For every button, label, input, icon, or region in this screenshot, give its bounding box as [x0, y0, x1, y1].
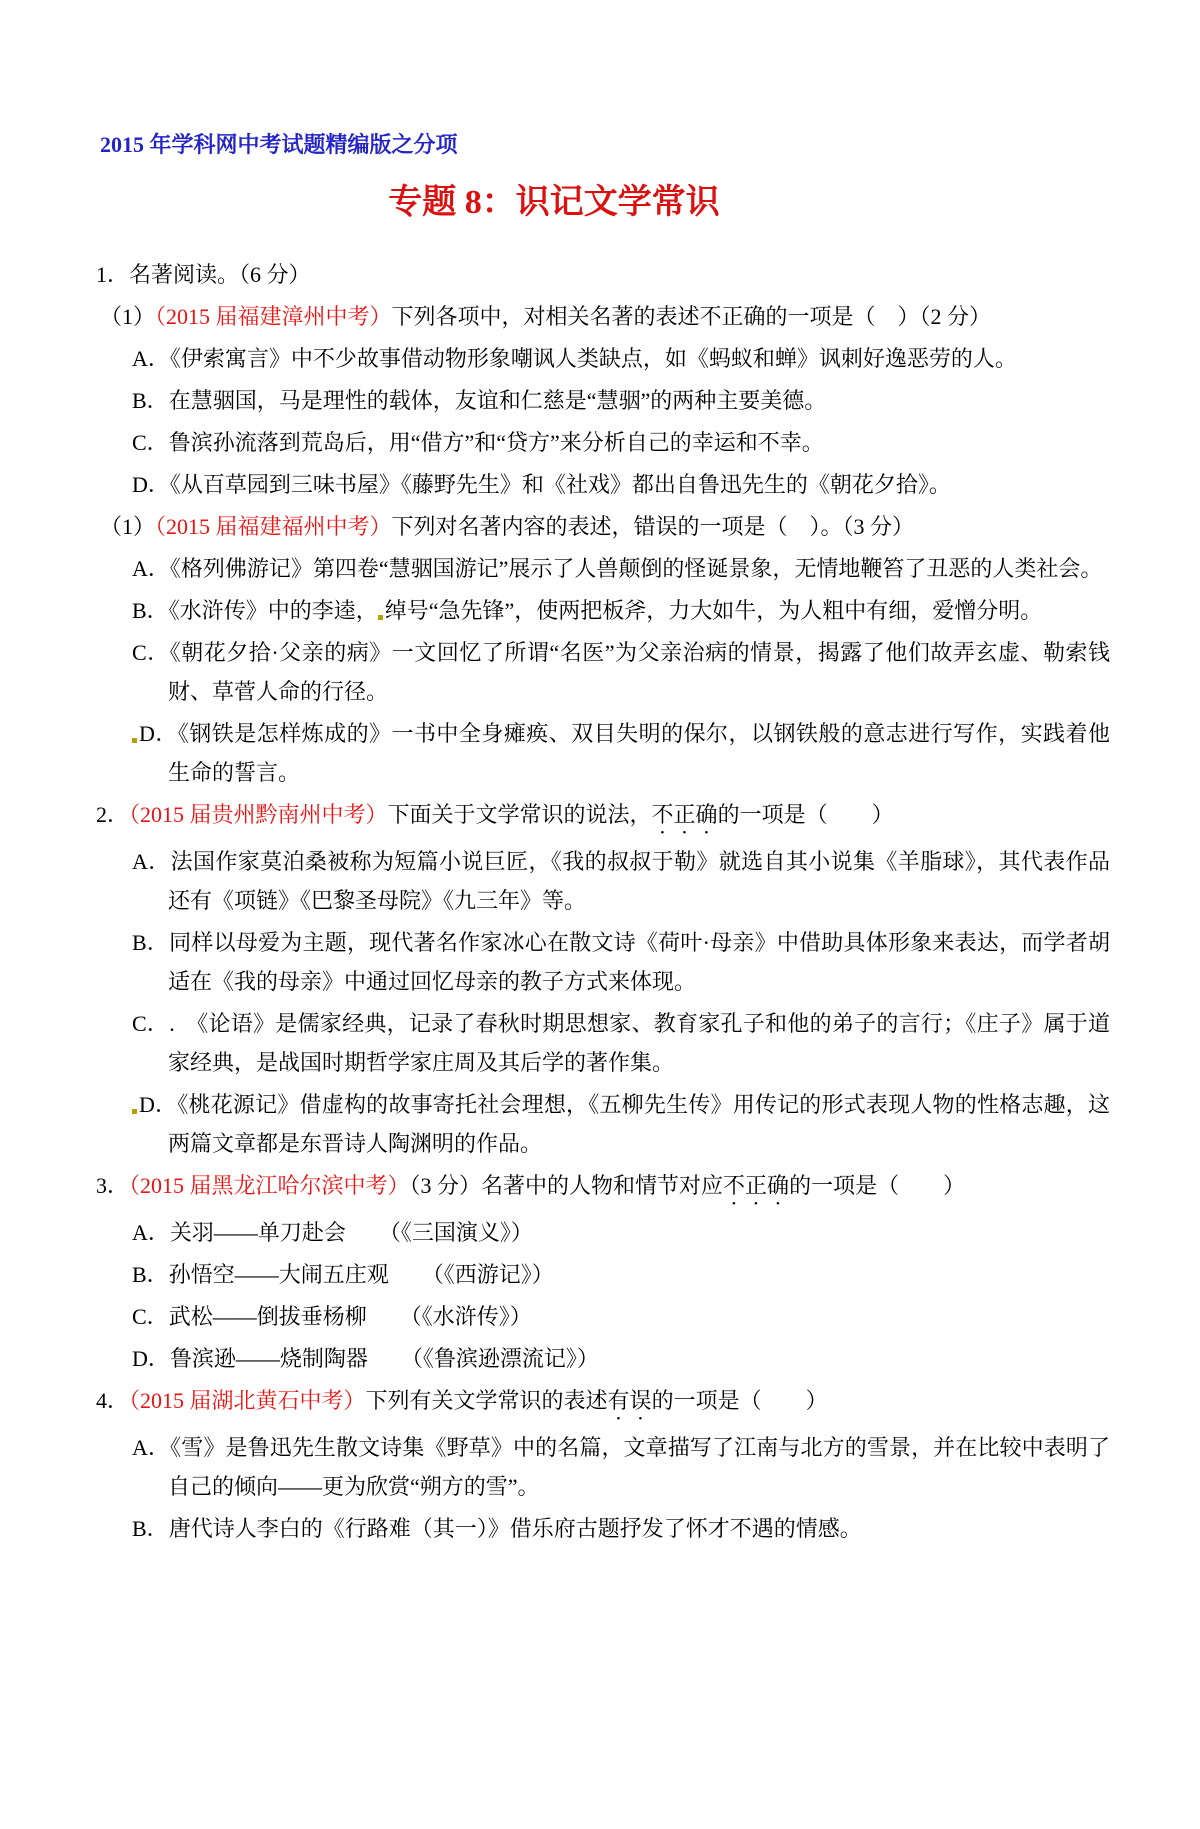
option-label: B． — [132, 1262, 169, 1287]
emphasized-text: 有误 — [607, 1388, 652, 1413]
q3-stem — [96, 1166, 1110, 1210]
stem-text: 的一项是（ ） — [789, 1173, 966, 1198]
option-text: 关羽——单刀赴会 （《三国演义》） — [169, 1220, 533, 1245]
option-label: C． — [132, 1304, 169, 1329]
emphasized-text: 不正确 — [651, 802, 718, 827]
document-page — [0, 131, 1200, 1548]
option-text: 《从百草园到三味书屋》《藤野先生》和《社戏》都出自鲁迅先生的《朝花夕拾》。 — [169, 472, 951, 497]
option-text: 鲁滨孙流落到荒岛后，用“借方”和“贷方”来分析自己的幸运和不幸。 — [168, 430, 824, 455]
annotation-dot — [378, 615, 383, 620]
option-text: 唐代诗人李白的《行路难（其一）》借乐府古题抒发了怀才不遇的情感。 — [168, 1516, 862, 1541]
option-label: B． — [132, 1516, 169, 1541]
question-number: 4． — [96, 1388, 130, 1413]
option-label: D． — [132, 472, 170, 497]
question-number: 3． — [96, 1173, 130, 1198]
q2-option-a — [132, 842, 1110, 920]
q1-stem — [96, 255, 1110, 294]
q4-stem — [96, 1381, 1110, 1425]
option-label: D． — [132, 1346, 170, 1371]
option-label: A． — [132, 849, 171, 874]
exam-source: （2015 届福建福州中考） — [155, 514, 392, 539]
option-label: C． — [132, 430, 169, 455]
q3-option-d — [132, 1339, 1110, 1378]
option-text: 孙悟空——大闹五庄观 （《西游记》） — [168, 1262, 554, 1287]
exam-source: （2015 届福建漳州中考） — [155, 304, 392, 329]
stem-text: 下面关于文学常识的说法， — [387, 802, 652, 827]
option-label: B． — [132, 598, 169, 623]
option-label: B． — [132, 930, 170, 955]
q1-sub1-option-a — [132, 339, 1110, 378]
option-text: . 《论语》是儒家经典，记录了春秋时期思想家、教育家孔子和他的弟子的言行；《庄子》属于道家经典，是战国时期哲学家庄周及其后学的著作集。 — [168, 1011, 1110, 1075]
option-text: 法国作家莫泊桑被称为短篇小说巨匠，《我的叔叔于勒》就选自其小说集《羊脂球》，其代表作品还有《项链》《巴黎圣母院》《九三年》等。 — [168, 849, 1110, 913]
option-text: 在慧骃国，马是理性的载体，友谊和仁慈是“慧骃”的两种主要美德。 — [168, 388, 827, 413]
page-title: 专题 8：识记文学常识 — [388, 184, 720, 221]
option-label: C． — [132, 640, 170, 665]
option-label: D． — [139, 721, 178, 746]
option-text: 《桃花源记》借虚构的故事寄托社会理想，《五柳先生传》用传记的形式表现人物的性格志趣，这两篇文章都是东晋诗人陶渊明的作品。 — [168, 1092, 1110, 1156]
q4-option-a — [132, 1428, 1110, 1506]
stem-text: 的一项是（ ） — [717, 802, 894, 827]
q4-option-b — [132, 1509, 1110, 1548]
annotation-dot — [132, 1109, 137, 1114]
stem-text: （3 分）名著中的人物和情节对应 — [409, 1173, 724, 1198]
option-text: 《钢铁是怎样炼成的》一书中全身瘫痪、双目失明的保尔，以钢铁般的意志进行写作，实践着他生命的誓言。 — [168, 721, 1110, 785]
option-label: A． — [132, 1435, 171, 1460]
option-label: B． — [132, 388, 169, 413]
option-text: 同样以母爱为主题，现代著名作家冰心在散文诗《荷叶·母亲》中借助具体形象来表达，而学者胡适在《我的母亲》中通过回忆母亲的教子方式来体现。 — [168, 930, 1110, 994]
stem-text: 名著阅读。（6 分） — [129, 262, 311, 287]
exam-source: （2015 届贵州黔南州中考） — [129, 802, 388, 827]
q1-sub2-option-c — [132, 633, 1110, 711]
q1-sub2-option-b — [132, 591, 1110, 630]
q1-sub1-stem — [96, 297, 1110, 336]
q2-stem — [96, 795, 1110, 839]
option-label: A． — [132, 556, 170, 581]
stem-text: 的一项是（ ） — [651, 1388, 828, 1413]
q2-option-b — [132, 923, 1110, 1001]
option-label: D． — [139, 1092, 178, 1117]
stem-text: 下列对名著内容的表述，错误的一项是（ ）。（3 分） — [391, 514, 915, 539]
option-text: 《伊索寓言》中不少故事借动物形象嘲讽人类缺点，如《蚂蚁和蝉》讽刺好逸恶劳的人。 — [169, 346, 1017, 371]
q3-option-a — [132, 1213, 1110, 1252]
q1-sub2-stem — [96, 507, 1110, 546]
q1-sub2-option-a — [132, 549, 1110, 588]
q1-sub1-option-d — [132, 465, 1110, 504]
option-text: 《水浒传》中的李逵， — [168, 598, 378, 623]
q1-sub2-option-d — [139, 714, 1110, 792]
q1-sub1-option-b — [132, 381, 1110, 420]
option-text: 武松——倒拔垂杨柳 （《水浒传》） — [168, 1304, 532, 1329]
question-number: 1． — [96, 262, 130, 287]
exam-source: （2015 届湖北黄石中考） — [129, 1388, 366, 1413]
option-label: A． — [132, 346, 170, 371]
option-label: C． — [132, 1011, 170, 1036]
option-text: 《朝花夕拾·父亲的病》一文回忆了所谓“名医”为父亲治病的情景，揭露了他们故弄玄虚、勒索钱财、草菅人命的行径。 — [168, 640, 1110, 704]
q1-sub1-option-c — [132, 423, 1110, 462]
stem-text: 下列有关文学常识的表述 — [365, 1388, 608, 1413]
option-text: 鲁滨逊——烧制陶器 （《鲁滨逊漂流记》） — [169, 1346, 599, 1371]
question-number: 2． — [96, 802, 130, 827]
stem-text: 下列各项中，对相关名著的表述不正确的一项是（ ）（2 分） — [391, 304, 992, 329]
doc-header: 2015 年学科网中考试题精编版之分项 — [100, 132, 458, 157]
question-number: （1） — [100, 304, 156, 329]
option-text: 《格列佛游记》第四卷“慧骃国游记”展示了人兽颠倒的怪诞景象，无情地鞭笞了丑恶的人类社会。 — [169, 556, 1103, 581]
q2-option-c — [132, 1004, 1110, 1082]
annotation-dot — [132, 738, 137, 743]
q3-option-b — [132, 1255, 1110, 1294]
option-text: 绰号“急先锋”，使两把板斧，力大如牛，为人粗中有细，爱憎分明。 — [384, 598, 1043, 623]
exam-source: （2015 届黑龙江哈尔滨中考） — [129, 1173, 410, 1198]
document-body — [96, 255, 1110, 1548]
emphasized-text: 不正确 — [723, 1173, 790, 1198]
option-text: 《雪》是鲁迅先生散文诗集《野草》中的名篇，文章描写了江南与北方的雪景，并在比较中表明了自己的倾向——更为欣赏“朔方的雪”。 — [168, 1435, 1110, 1499]
option-label: A． — [132, 1220, 170, 1245]
q2-option-d — [139, 1085, 1110, 1163]
question-number: （1） — [100, 514, 156, 539]
q3-option-c — [132, 1297, 1110, 1336]
